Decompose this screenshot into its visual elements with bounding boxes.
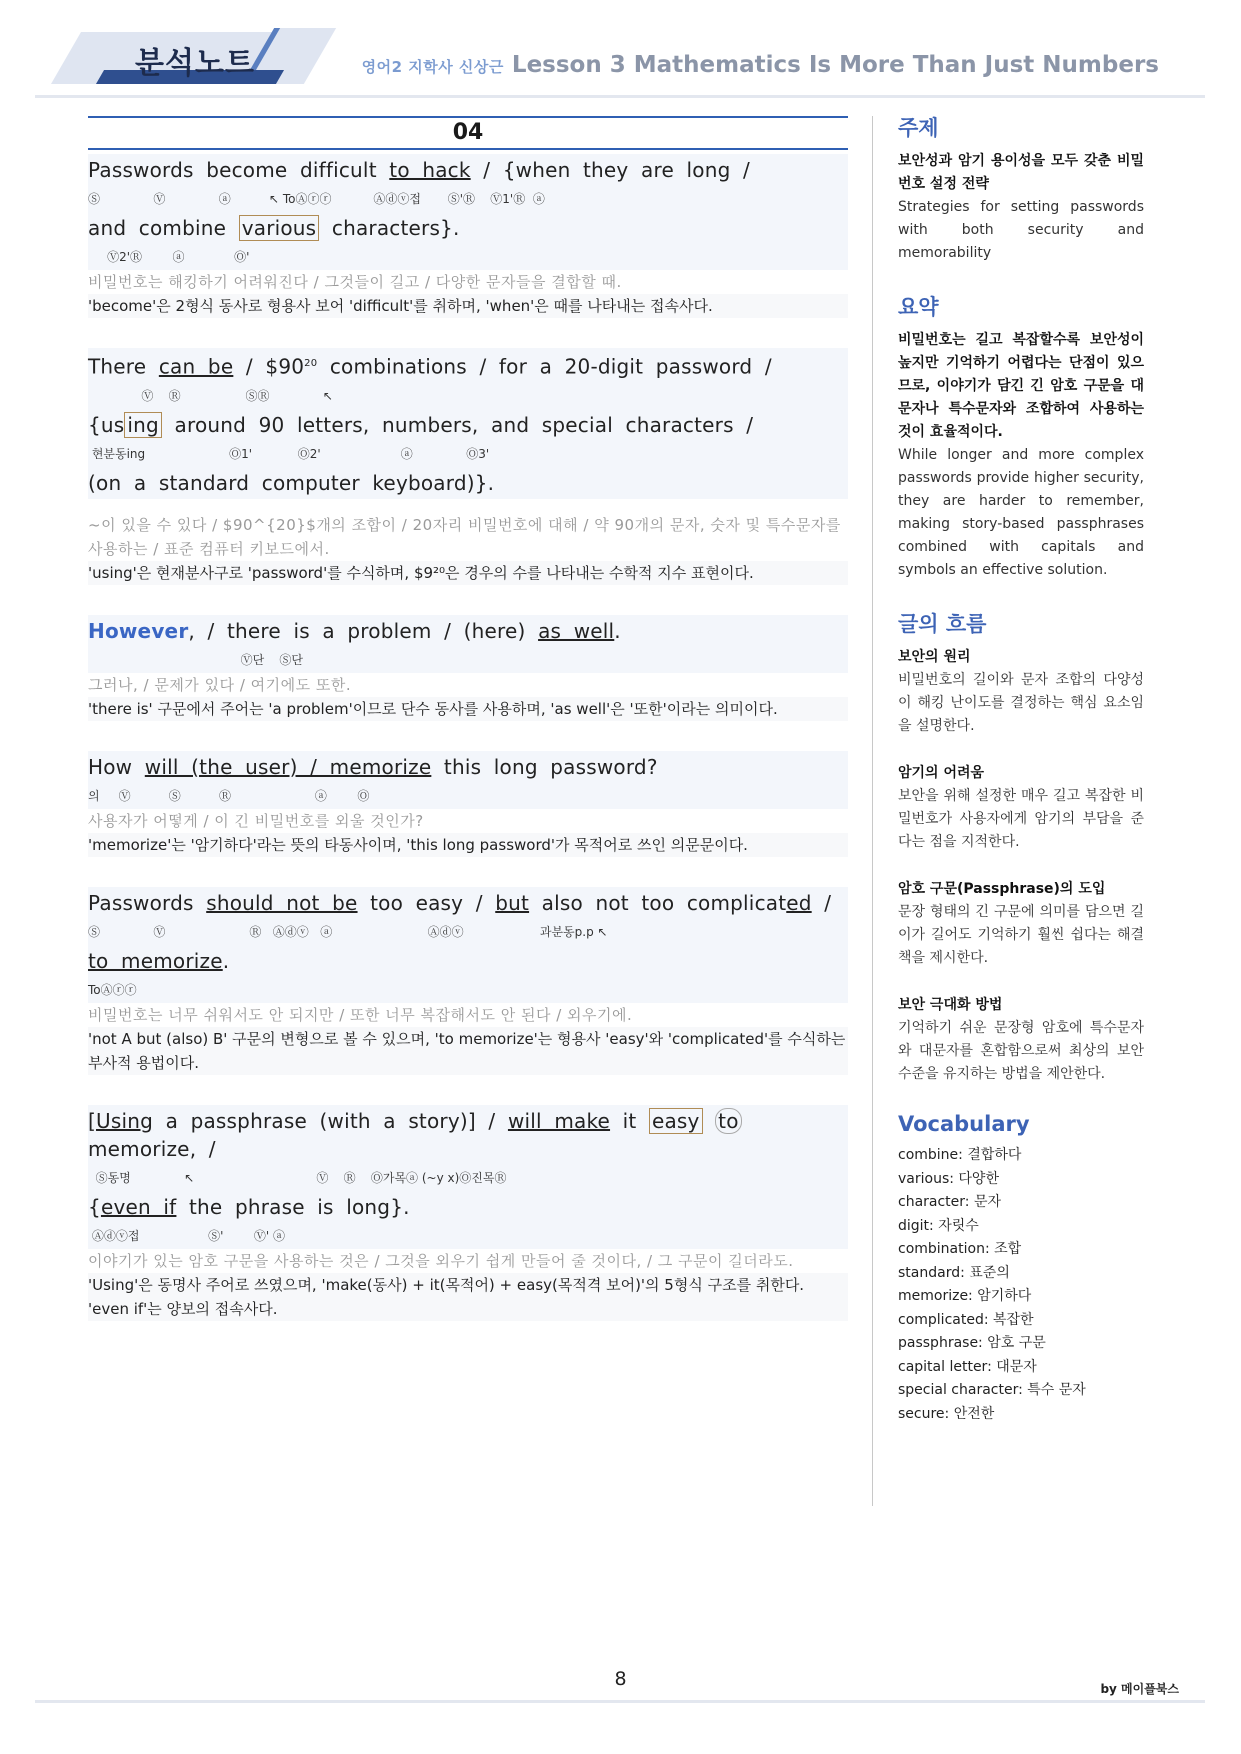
vocab-item: character: 문자 xyxy=(898,1194,1002,1210)
sentence-line: How will (the user) / memorize this long password? xyxy=(88,751,848,783)
topic-en: Strategies for setting passwords with both security and memorability xyxy=(898,199,1144,261)
vocab-item: complicated: 복잡한 xyxy=(898,1311,1034,1328)
analysis-column xyxy=(88,116,848,1351)
grammar-note: 'memorize'는 '암기하다'라는 뜻의 타동사이며, 'this long password'가 목적어로 쓰인 의문문이다. xyxy=(88,833,848,857)
sentence-line: to memorize. xyxy=(88,945,848,977)
vocab-item: capital letter: 대문자 xyxy=(898,1358,1037,1375)
page-header xyxy=(0,0,1241,100)
sentence-line: Passwords become difficult to hack / {when they are long / xyxy=(88,154,848,186)
column-divider xyxy=(872,116,873,1506)
grammar-marks: Ⓢ동명 ↖ Ⓥ Ⓡ Ⓞ가목ⓐ (~y x)Ⓞ진목Ⓡ xyxy=(88,1165,848,1191)
grammar-note: 'become'은 2형식 동사로 형용사 보어 'difficult'를 취하며, 'when'은 때를 나타내는 접속사다. xyxy=(88,294,848,318)
footer-rule xyxy=(35,1700,1205,1703)
sentence-line: and combine various characters}. xyxy=(88,212,848,244)
korean-translation: 비밀번호는 해킹하기 어려워진다 / 그것들이 길고 / 다양한 문자들을 결합할 때. xyxy=(88,273,622,291)
summary-ko: 비밀번호는 길고 복잡할수록 보안성이 높지만 기억하기 어렵다는 단점이 있으므로, 이야기가 담긴 긴 암호 구문을 대문자나 특수문자와 조합하여 사용하는 것이 효율적이다. xyxy=(898,332,1144,440)
korean-translation: 이야기가 있는 암호 구문을 사용하는 것은 / 그것을 외우기 쉽게 만들어 줄 것이다, / 그 구문이 길더라도. xyxy=(88,1251,794,1270)
sentence-line: (on a standard computer keyboard)}. xyxy=(88,467,848,499)
flow-item-heading: 암호 구문(Passphrase)의 도입 xyxy=(898,881,1106,897)
sentence-block xyxy=(88,615,848,721)
korean-translation: 사용자가 어떻게 / 이 긴 비밀번호를 외울 것인가? xyxy=(88,811,424,830)
grammar-marks: 의 Ⓥ Ⓢ Ⓡ ⓐ Ⓞ xyxy=(88,783,848,809)
grammar-note: 'Using'은 동명사 주어로 쓰였으며, 'make(동사) + it(목적어) + easy(목적격 보어)'의 5형식 구조를 취한다. 'even if'는 양보의 접속사다. xyxy=(88,1273,848,1321)
topic-ko: 보안성과 암기 용이성을 모두 갖춘 비밀번호 설정 전략 xyxy=(898,153,1144,192)
summary-heading: 요약 xyxy=(898,295,939,319)
flow-item-heading: 암기의 어려움 xyxy=(898,765,985,781)
flow-item-body: 문장 형태의 긴 구문에 의미를 담으면 길이가 길어도 기억하기 훨씬 쉽다는 해결책을 제시한다. xyxy=(898,904,1144,966)
page-number: 8 xyxy=(614,1668,627,1690)
vocab-item: combine: 결합하다 xyxy=(898,1147,1022,1163)
flow-item-body: 기억하기 쉬운 문장형 암호에 특수문자와 대문자를 혼합함으로써 최상의 보안 수준을 유지하는 방법을 제안한다. xyxy=(898,1020,1144,1082)
sentence-block xyxy=(88,887,848,1075)
vocab-item: passphrase: 암호 구문 xyxy=(898,1335,1046,1351)
flow-item-body: 비밀번호의 길이와 문자 조합의 다양성이 해킹 난이도를 결정하는 핵심 요소임을 설명한다. xyxy=(898,672,1144,734)
header-subtitle-ko: 영어2 지학사 신상근 xyxy=(361,58,504,76)
vocab-item: various: 다양한 xyxy=(898,1170,999,1187)
grammar-marks: Ⓥ단 Ⓢ단 xyxy=(88,647,848,673)
sentence-line: However, / there is a problem / (here) as well. xyxy=(88,615,848,647)
header-subtitle xyxy=(362,52,1159,79)
grammar-marks: Ⓢ Ⓥ Ⓡ Ⓐⓓⓥ ⓐ Ⓐⓓⓥ 과분동p.p ↖ xyxy=(88,919,848,945)
header-badge: 분석노트 xyxy=(135,46,255,81)
sentence-line: There can be / $\$90^{20}$ combinations / for a 20-digit password / xyxy=(88,348,848,383)
grammar-marks: Ⓥ2'Ⓡ ⓐ Ⓞ' xyxy=(88,244,848,270)
grammar-marks: Ⓢ Ⓥ ⓐ ↖ ToⒶⓡⓡ Ⓐⓓⓥ접 Ⓢ'Ⓡ Ⓥ1'Ⓡ ⓐ xyxy=(88,186,848,212)
sentence-line: {even if the phrase is long}. xyxy=(88,1191,848,1223)
grammar-marks: Ⓥ Ⓡ ⓈⓇ ↖ xyxy=(88,383,848,409)
publisher-byline: by 메이플북스 xyxy=(1100,1682,1179,1696)
grammar-note: 'there is' 구문에서 주어는 'a problem'이므로 단수 동사를 사용하며, 'as well'은 '또한'이라는 의미이다. xyxy=(88,697,848,721)
topic-heading: 주제 xyxy=(898,116,939,140)
vocab-list xyxy=(898,1144,1144,1426)
header-rule xyxy=(35,95,1205,98)
flow-heading: 글의 흐름 xyxy=(898,612,987,636)
summary-en: While longer and more complex passwords provide higher security, they are harder to remember, making story-based passphrases combined with capitals and symbols an effective solution. xyxy=(898,447,1144,578)
sentence-block xyxy=(88,1105,848,1321)
sentence-block xyxy=(88,154,848,318)
vocab-item: special character: 특수 문자 xyxy=(898,1382,1086,1398)
grammar-marks: ToⒶⓡⓡ xyxy=(88,977,848,1003)
korean-translation: ~이 있을 수 있다 / $90^{20}$개의 조합이 / 20자리 비밀번호에 대해 / 약 90개의 문자, 숫자 및 특수문자를 사용하는 / 표준 컴퓨터 키보드에서. xyxy=(88,515,841,558)
korean-translation: 그러나, / 문제가 있다 / 여기에도 또한. xyxy=(88,675,352,694)
grammar-note: 'using'은 현재분사구로 'password'를 수식하며, $9²⁰은 경우의 수를 나타내는 수학적 지수 표현이다. xyxy=(88,561,848,585)
flow-item-heading: 보안의 원리 xyxy=(898,649,971,665)
vocab-item: secure: 안전한 xyxy=(898,1405,995,1422)
header-subtitle-en: Lesson 3 Mathematics Is More Than Just Numbers xyxy=(511,52,1159,78)
sentence-line: [Using a passphrase (with a story)] / will make it easy to memorize, / xyxy=(88,1105,848,1165)
sentence-line: Passwords should not be too easy / but also not too complicated / xyxy=(88,887,848,919)
grammar-note: 'not A but (also) B' 구문의 변형으로 볼 수 있으며, 'to memorize'는 형용사 'easy'와 'complicated'를 수식하는 부사적 용법이다. xyxy=(88,1027,848,1075)
sidebar xyxy=(898,112,1144,1426)
korean-translation: 비밀번호는 너무 쉬워서도 안 되지만 / 또한 너무 복잡해서도 안 된다 / 외우기에. xyxy=(88,1005,633,1024)
vocab-heading: Vocabulary xyxy=(898,1112,1030,1136)
sentence-block xyxy=(88,751,848,857)
flow-item-body: 보안을 위해 설정한 매우 길고 복잡한 비밀번호가 사용자에게 암기의 부담을 준다는 점을 지적한다. xyxy=(898,788,1144,850)
grammar-marks: Ⓐⓓⓥ접 Ⓢ' Ⓥ' ⓐ xyxy=(88,1223,848,1249)
vocab-item: standard: 표준의 xyxy=(898,1264,1010,1281)
sentence-block xyxy=(88,348,848,585)
sentence-line: {us ing around 90 letters, numbers, and special characters / xyxy=(88,409,848,441)
vocab-item: digit: 자릿수 xyxy=(898,1217,979,1234)
section-number: 04 xyxy=(88,116,848,150)
grammar-marks: 현분동ing Ⓞ1' Ⓞ2' ⓐ Ⓞ3' xyxy=(88,441,848,467)
flow-item-heading: 보안 극대화 방법 xyxy=(898,997,1003,1013)
vocab-item: combination: 조합 xyxy=(898,1241,1022,1257)
vocab-item: memorize: 암기하다 xyxy=(898,1288,1032,1304)
